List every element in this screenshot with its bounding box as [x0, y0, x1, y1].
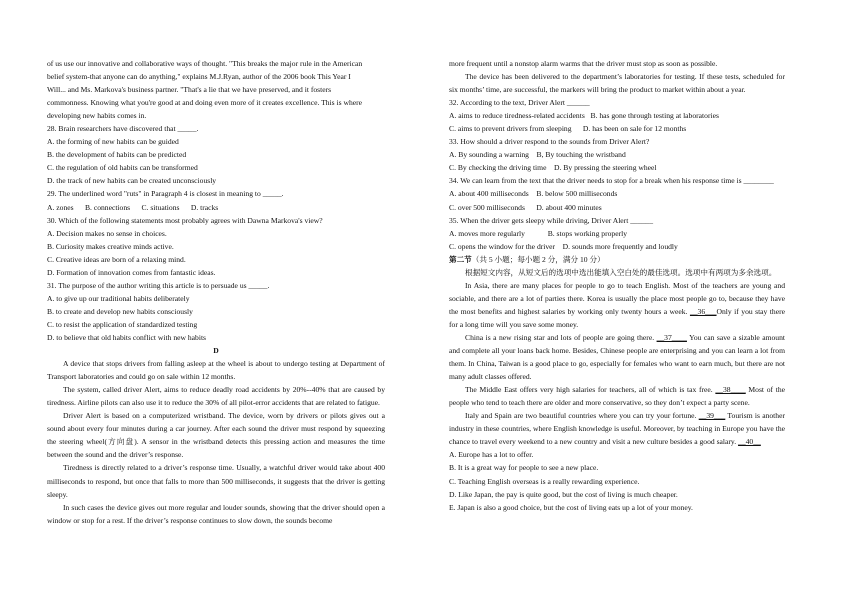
intro-line: developing new habits comes in.: [47, 111, 147, 121]
option-line: C. Creative ideas are born of a relaxing mind.: [47, 254, 186, 264]
section-2-heading: [449, 253, 785, 266]
question-28: 28. Brain researchers have discovered that _____.: [47, 124, 199, 134]
section-2-scoring: （共 5 小题；每小题 2 分，满分 10 分）: [471, 254, 605, 264]
intro-line: of us use our innovative and collaborative ways of thought. "This breaks the major rule in the American: [47, 59, 363, 68]
blank-37: __37____: [656, 332, 687, 342]
question-35: 35. When the driver gets sleepy while driving, Driver Alert ______: [449, 215, 653, 225]
option-line: C. to resist the application of standardized testing: [47, 319, 198, 329]
cloze-paragraph-4: [449, 409, 785, 448]
paragraph-text: You can save a sizable amount and complete all your loans back home. Besides, Chinese people are enterprising and you can learn a lot from them. In China, Taiwan is a good place to go, especially for females who want to earn much, but there are not many adult classes offered.: [449, 332, 785, 382]
option-line: C. the regulation of old habits can be transformed: [47, 163, 198, 173]
option-b: B. It is a great way for people to see a new place.: [449, 463, 599, 473]
section-2-title: 第二节: [449, 254, 472, 264]
option-a: A. Europe has a lot to offer.: [449, 450, 534, 460]
question-33: 33. How should a driver respond to the sounds from Driver Alert?: [449, 137, 650, 147]
section-letter-d: D: [213, 346, 219, 356]
left-column: [47, 57, 385, 527]
option-line: A. about 400 milliseconds B. below 500 milliseconds: [449, 189, 618, 199]
passage-d-paragraph: In such cases the device gives out more regular and louder sounds, showing that the driver should open a window or stop for a rest. If the driver’s response continues to slow down, the sounds become: [47, 502, 385, 525]
blank-39: __39___: [698, 411, 726, 421]
option-d: D. Like Japan, the pay is quite good, but the cost of living is much cheaper.: [449, 489, 678, 499]
intro-line: belief system-that anyone can do anything," explains M.J.Ryan, author of the 2006 book This Year I: [47, 72, 351, 82]
paragraph-text: The Middle East offers very high salaries for teachers, all of which is tax free.: [465, 385, 713, 395]
option-line: A. moves more regularly B. stops working properly: [449, 228, 628, 238]
cloze-paragraph-1: [449, 279, 785, 331]
paragraph-text: Only if you stay there for a long time will you save some money.: [449, 306, 785, 329]
option-line: A. By sounding a warning B, By touching the wristband: [449, 150, 626, 160]
option-line: A. to give up our traditional habits deliberately: [47, 293, 190, 303]
paragraph-text: Most of the people who tend to teach there are older and more conservative, so they don’t expect a party scene.: [449, 385, 785, 408]
intro-line: commonness. Knowing what you're good at and doing even more of it creates excellence. This is where: [47, 98, 363, 108]
blank-38: __38____: [715, 385, 746, 395]
option-line: C. aims to prevent drivers from sleeping D. has been on sale for 12 months: [449, 124, 687, 134]
option-line: D. Formation of innovation comes from fantastic ideas.: [47, 267, 216, 277]
paragraph-text: China is a new rising star and lots of people are going there.: [465, 332, 655, 342]
passage-d-paragraph: Tiredness is directly related to a driver’s response time. Usually, a watchful driver would take about 400 milliseconds to respond, but once that falls to more than 500 milliseconds, it suggests that the driver is getting sleepy.: [47, 463, 385, 499]
option-line: B. Curiosity makes creative minds active.: [47, 241, 174, 251]
question-32: 32. According to the text, Driver Alert ______: [449, 98, 590, 108]
option-line: A. Decision makes no sense in choices.: [47, 228, 167, 238]
passage-d-paragraph: Driver Alert is based on a computerized wristband. The device, worn by drivers or pilots gives out a sound about every four minutes during a car journey. After each sound the driver must respond by squeezing the steering wheel(方向盘). A sensor in the wristband detects this pressing action and measures the time between the sound and the driver’s response.: [47, 411, 385, 460]
question-31: 31. The purpose of the author writing this article is to persuade us _____.: [47, 280, 270, 290]
cloze-paragraph-3: [449, 383, 785, 409]
option-line: A. the forming of new habits can be guided: [47, 137, 179, 147]
option-line: B. the development of habits can be predicted: [47, 150, 187, 160]
question-30: 30. Which of the following statements most probably agrees with Dawna Markova's view?: [47, 215, 323, 225]
option-line: C. By checking the driving time D. By pressing the steering wheel: [449, 163, 657, 173]
section-2-instruction: 根据短文内容，从短文后的选项中选出能填入空白处的最佳选项。选项中有两项为多余选项。: [465, 267, 777, 277]
option-line: D. to believe that old habits conflict with new habits: [47, 332, 207, 342]
right-column: [449, 57, 785, 514]
paragraph-text: Italy and Spain are two beautiful countries where you can try your fortune.: [465, 411, 697, 421]
passage-d-paragraph: A device that stops drivers from falling asleep at the wheel is about to undergo testing at Department of Transport laboratories and could go on sale within 12 months.: [47, 359, 385, 382]
option-e: E. Japan is also a good choice, but the cost of living eats up a lot of your money.: [449, 502, 693, 512]
option-line: B. to create and develop new habits consciously: [47, 306, 193, 316]
paragraph-text: In Asia, there are many places for people to go to teach English. Most of the teachers are young and sociable, and there are a lot of parties there. Korea is usually the place most people go to, because they have the most benefits and highest salaries by working only twenty hours a week.: [449, 280, 785, 316]
intro-line: Will... and Ms. Markova's business partner. "That's a lie that we have preserved, and it fosters: [47, 85, 332, 95]
passage-d-paragraph: The device has been delivered to the department’s laboratories for testing. If these tests, scheduled for six months’ time, are successful, the markers will bring the product to market within about a year.: [449, 72, 785, 95]
option-c: C. Teaching English overseas is a really rewarding experience.: [449, 476, 640, 486]
passage-d-continuation: more frequent until a nonstop alarm warms that the driver must stop as soon as possible.: [449, 59, 718, 68]
blank-36: __36___: [689, 306, 717, 316]
option-line: A. aims to reduce tiredness-related accidents B. has gone through testing at laboratories: [449, 111, 719, 121]
question-34: 34. We can learn from the text that the driver needs to stop for a break when his response time is ________: [449, 176, 774, 186]
paragraph-text: Tourism is another industry in these countries, where English knowledge is useful. Moreover, by teaching in Europe you have the chance to travel every weekend to a new country and visit a new culture besides a good salary.: [449, 411, 785, 447]
blank-40: __40__: [738, 437, 761, 447]
passage-d-paragraph: The system, called driver Alert, aims to reduce deadly road accidents by 20%--40% that are caused by tiredness. Airline pilots can also use it to reduce the 30% of all pilot-error accidents that are related to fatigue.: [47, 385, 385, 408]
option-line: A. zones B. connections C. situations D. tracks: [47, 202, 219, 212]
question-29: 29. The underlined word "ruts" in Paragraph 4 is closest in meaning to _____.: [47, 189, 284, 199]
option-line: C. opens the window for the driver D. sounds more frequently and loudly: [449, 241, 678, 251]
cloze-paragraph-2: [449, 331, 785, 383]
option-line: C. over 500 milliseconds D. about 400 minutes: [449, 202, 602, 212]
option-line: D. the track of new habits can be created unconsciously: [47, 176, 217, 186]
